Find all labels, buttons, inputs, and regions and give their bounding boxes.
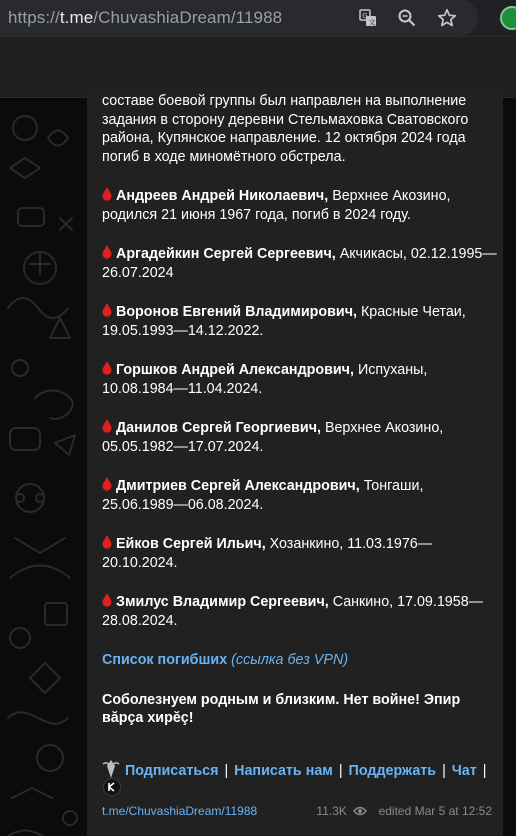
- blood-drop-icon: [102, 361, 112, 375]
- kinopoisk-icon: [103, 778, 121, 796]
- person-details: Верхнее Акозино, родился 21 июня 1967 года, погиб в 2024 году.: [102, 188, 451, 223]
- link-separator: |: [482, 763, 487, 779]
- svg-text:文: 文: [368, 18, 376, 27]
- message-links: [101, 758, 488, 780]
- person-name: Ейков Сергей Ильич,: [116, 536, 266, 552]
- list-item: [102, 419, 498, 456]
- person-name: Змилус Владимир Сергеевич,: [116, 594, 329, 610]
- browser-toolbar: [0, 0, 516, 36]
- link-separator: |: [224, 763, 229, 779]
- person-details: Хозанкино, 11.03.1976—20.10.2024.: [102, 536, 433, 571]
- message-text: [102, 92, 498, 749]
- list-item: [102, 477, 498, 514]
- bookmark-star-icon[interactable]: [435, 6, 459, 30]
- edited-label: edited: [378, 804, 412, 818]
- blood-drop-icon: [102, 419, 112, 433]
- support-link[interactable]: Поддержать: [348, 763, 437, 779]
- view-count: 11.3K: [316, 804, 347, 818]
- subscribe-link[interactable]: Подписаться: [124, 763, 219, 779]
- link-separator: |: [442, 763, 446, 779]
- blood-drop-icon: [102, 477, 112, 491]
- person-details: Испуханы, 10.08.1984—11.04.2024.: [102, 362, 428, 397]
- extension-icon[interactable]: [500, 6, 516, 30]
- list-item: [102, 361, 498, 398]
- chat-link[interactable]: Чат: [451, 763, 477, 779]
- person-details: Красные Четаи, 19.05.1993—14.12.2022.: [102, 304, 466, 339]
- closing-text: [102, 691, 498, 728]
- person-name: Данилов Сергей Георгиевич,: [116, 420, 321, 436]
- list-item: [102, 535, 498, 572]
- translate-icon[interactable]: [356, 6, 380, 30]
- zoom-icon[interactable]: [395, 6, 419, 30]
- person-name: Горшков Андрей Александрович,: [116, 362, 354, 378]
- person-name: Воронов Евгений Владимирович,: [116, 304, 357, 320]
- url-scheme: https://: [8, 8, 60, 27]
- post-meta: [316, 804, 492, 818]
- svg-text:G: G: [362, 12, 368, 21]
- blood-drop-icon: [102, 303, 112, 317]
- victims-list-note[interactable]: (ссылка без VPN): [231, 652, 349, 668]
- victims-list-link[interactable]: Список погибших: [102, 652, 228, 668]
- closing-bold: Соболезнуем родным и близким. Нет войне! Эпир вăрçа хирĕç!: [102, 691, 461, 726]
- dream-logo-icon: [101, 758, 121, 780]
- address-bar[interactable]: [0, 0, 478, 36]
- eye-icon: [353, 806, 367, 816]
- url-path: /ChuvashiaDream/11988: [93, 8, 283, 27]
- list-item: [102, 303, 498, 340]
- list-item: [102, 593, 498, 630]
- list-item: [102, 187, 498, 224]
- person-details: Санкино, 17.09.1958—28.08.2024.: [102, 594, 483, 629]
- url-text[interactable]: [8, 8, 282, 28]
- person-name: Аргадейкин Сергей Сергеевич,: [116, 246, 336, 262]
- message-bubble: [87, 86, 503, 836]
- post-link[interactable]: t.me/ChuvashiaDream/11988: [102, 804, 258, 818]
- person-name: Андреев Андрей Николаевич,: [116, 188, 329, 204]
- blood-drop-icon: [102, 593, 112, 607]
- blood-drop-icon: [102, 187, 112, 201]
- post-time: Mar 5 at 12:52: [414, 804, 492, 818]
- blood-drop-icon: [102, 245, 112, 259]
- person-details: Верхнее Акозино, 05.05.1982—17.07.2024.: [102, 420, 444, 455]
- person-details: Акчикасы, 02.12.1995—26.07.2024: [102, 246, 497, 281]
- victims-list-line: [102, 651, 498, 670]
- message-footer: [102, 804, 498, 824]
- url-host: t.me: [59, 8, 94, 27]
- person-details: Тонгаши, 25.06.1989—06.08.2024.: [102, 478, 424, 513]
- link-separator: |: [338, 763, 343, 779]
- list-item: [102, 245, 498, 282]
- blood-drop-icon: [102, 535, 112, 549]
- person-name: Дмитриев Сергей Александрович,: [116, 478, 360, 494]
- message-intro: составе боевой группы был направлен на выполнение задания в сторону деревни Стельмаховка Сватовского района, Купянское направление. 12 октября 2024 года погиб в ходе миномётного обстрела.: [102, 93, 469, 165]
- write-us-link[interactable]: Написать нам: [234, 763, 333, 779]
